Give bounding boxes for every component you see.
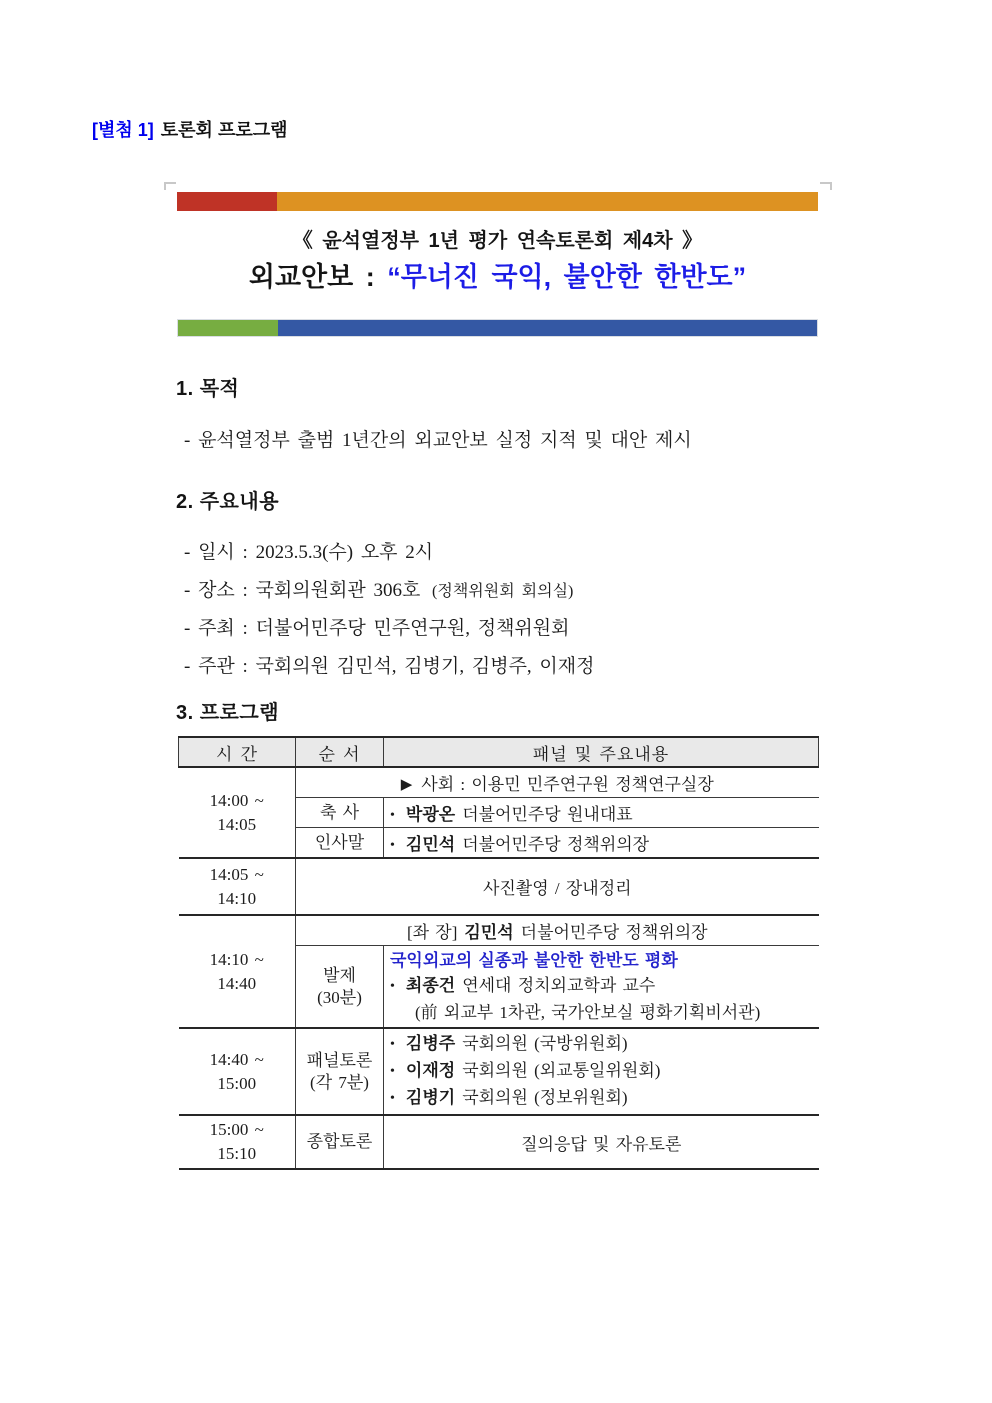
photo-cell: 사진촬영 / 장내정리 xyxy=(296,858,819,915)
program-table xyxy=(178,736,819,1170)
table-header-row xyxy=(179,737,819,767)
panelist-line xyxy=(390,1058,813,1085)
table-header-order: 순 서 xyxy=(296,737,384,767)
section-heading-purpose: 1. 목적 xyxy=(176,378,240,400)
item-text: - 장소 : 국회의원회관 306호 xyxy=(184,580,421,601)
table-row-final xyxy=(179,1115,819,1169)
panelist-name: 김병기 xyxy=(405,1088,456,1107)
time-cell-slot2 xyxy=(179,858,296,915)
time-line: 14:05 xyxy=(217,814,257,834)
time-line: 14:40 xyxy=(217,973,257,993)
speaker-line xyxy=(390,973,813,1000)
time-line: 14:05 ~ xyxy=(209,864,264,884)
panelist-line xyxy=(390,1085,813,1112)
chair-prefix: [좌 장] xyxy=(406,923,458,942)
bullet-icon: • xyxy=(390,1037,395,1052)
person-name: 김민석 xyxy=(405,835,456,854)
table-row-chair xyxy=(179,915,819,946)
overview-item-datetime xyxy=(184,537,437,564)
banner-subtitle: 《 윤석열정부 1년 평가 연속토론회 제4차 》 xyxy=(292,230,703,252)
person-name: 최종건 xyxy=(405,976,456,995)
section-heading-overview: 2. 주요내용 xyxy=(176,491,280,513)
table-row-panel xyxy=(179,1028,819,1115)
time-cell-slot5 xyxy=(179,1115,296,1169)
overview-item-venue xyxy=(184,575,573,602)
time-cell-slot1 xyxy=(179,767,296,858)
order-cell-presentation xyxy=(296,946,384,1029)
person-name: 박광온 xyxy=(405,805,456,824)
item-text: - 주최 : 더불어민주당 민주연구원, 정책위원회 xyxy=(184,618,570,639)
moderator-cell xyxy=(296,767,819,798)
banner-title-quote: “무너진 국익, 불안한 한반도” xyxy=(387,262,747,292)
order-cell-panel xyxy=(296,1028,384,1115)
item-text: - 주관 : 국회의원 김민석, 김병기, 김병주, 이재정 xyxy=(184,656,595,677)
section-heading-program: 3. 프로그램 xyxy=(176,702,280,724)
attachment-tag: [별첨 1] xyxy=(92,120,154,140)
order-line: (각 7분) xyxy=(310,1072,369,1092)
order-line: 패널토론 xyxy=(306,1050,373,1070)
time-line: 14:00 ~ xyxy=(209,790,264,810)
panelist-desc: 국회의원 (정보위원회) xyxy=(462,1088,628,1107)
time-line: 14:10 xyxy=(217,888,257,908)
presentation-cell xyxy=(384,946,819,1029)
banner-title-prefix: 외교안보 : xyxy=(248,262,388,292)
panelist-name: 김병주 xyxy=(405,1034,456,1053)
panelist-line xyxy=(390,1031,813,1058)
greeting-cell xyxy=(384,828,819,859)
bar-segment-green xyxy=(178,320,278,336)
bar-segment-red xyxy=(177,192,277,211)
time-line: 15:00 ~ xyxy=(209,1120,264,1139)
banner-title xyxy=(177,255,818,294)
order-line: (30분) xyxy=(317,987,362,1007)
order-cell-congrats: 축 사 xyxy=(296,798,384,828)
bullet-icon: • xyxy=(390,1064,395,1079)
overview-item-host xyxy=(184,613,573,640)
bullet-icon: • xyxy=(390,838,395,853)
time-line: 15:00 xyxy=(217,1073,257,1093)
table-row-moderator xyxy=(179,767,819,798)
table-header-time: 시 간 xyxy=(179,737,296,767)
presentation-title: 국익외교의 실종과 불안한 한반도 평화 xyxy=(390,951,678,970)
person-desc: 더불어민주당 원내대표 xyxy=(462,805,633,824)
bullet-icon: • xyxy=(390,979,395,994)
panelist-desc: 국회의원 (외교통일위원회) xyxy=(462,1061,661,1080)
table-handle-icon-left xyxy=(164,182,176,190)
order-cell-greeting: 인사말 xyxy=(296,828,384,859)
order-line: 발제 xyxy=(323,965,356,985)
chair-cell xyxy=(296,915,819,946)
table-handle-icon-right xyxy=(820,182,832,190)
time-line: 14:40 ~ xyxy=(209,1049,264,1069)
congrats-cell xyxy=(384,798,819,828)
banner-bottom-bar xyxy=(177,319,818,337)
play-arrow-icon: ▶ xyxy=(400,777,413,793)
panel-cell xyxy=(384,1028,819,1115)
panelist-name: 이재정 xyxy=(405,1061,456,1080)
banner-top-bar xyxy=(177,192,818,211)
time-cell-slot3 xyxy=(179,915,296,1028)
item-note: (정책위원회 회의실) xyxy=(432,583,574,600)
final-cell: 질의응답 및 자유토론 xyxy=(384,1115,819,1169)
bullet-icon: • xyxy=(390,1091,395,1106)
person-desc: 연세대 정치외교학과 교수 xyxy=(462,976,656,995)
bar-segment-blue xyxy=(278,320,817,336)
table-row-photo xyxy=(179,858,819,915)
purpose-item: - 윤석열정부 출범 1년간의 외교안보 실정 지적 및 대안 제시 xyxy=(184,430,692,451)
attachment-title: 토론회 프로그램 xyxy=(160,120,288,140)
person-desc: 더불어민주당 정책위의장 xyxy=(462,835,650,854)
person-desc: 더불어민주당 정책위의장 xyxy=(520,923,708,942)
item-text: - 일시 : 2023.5.3(수) 오후 2시 xyxy=(184,542,434,563)
bar-segment-orange xyxy=(277,192,818,211)
panelist-desc: 국회의원 (국방위원회) xyxy=(462,1034,628,1053)
speaker-note: (前 외교부 1차관, 국가안보실 평화기획비서관) xyxy=(415,1003,761,1022)
time-cell-slot4 xyxy=(179,1028,296,1115)
overview-item-organizer xyxy=(184,651,598,678)
time-line: 15:10 xyxy=(217,1144,257,1163)
moderator-text: 사회 : 이용민 민주연구원 정책연구실장 xyxy=(421,775,714,794)
attachment-heading xyxy=(92,116,288,142)
bullet-icon: • xyxy=(390,808,395,823)
order-cell-final: 종합토론 xyxy=(296,1115,384,1169)
time-line: 14:10 ~ xyxy=(209,949,264,969)
table-header-content: 패널 및 주요내용 xyxy=(384,737,819,767)
person-name: 김민석 xyxy=(464,923,514,942)
